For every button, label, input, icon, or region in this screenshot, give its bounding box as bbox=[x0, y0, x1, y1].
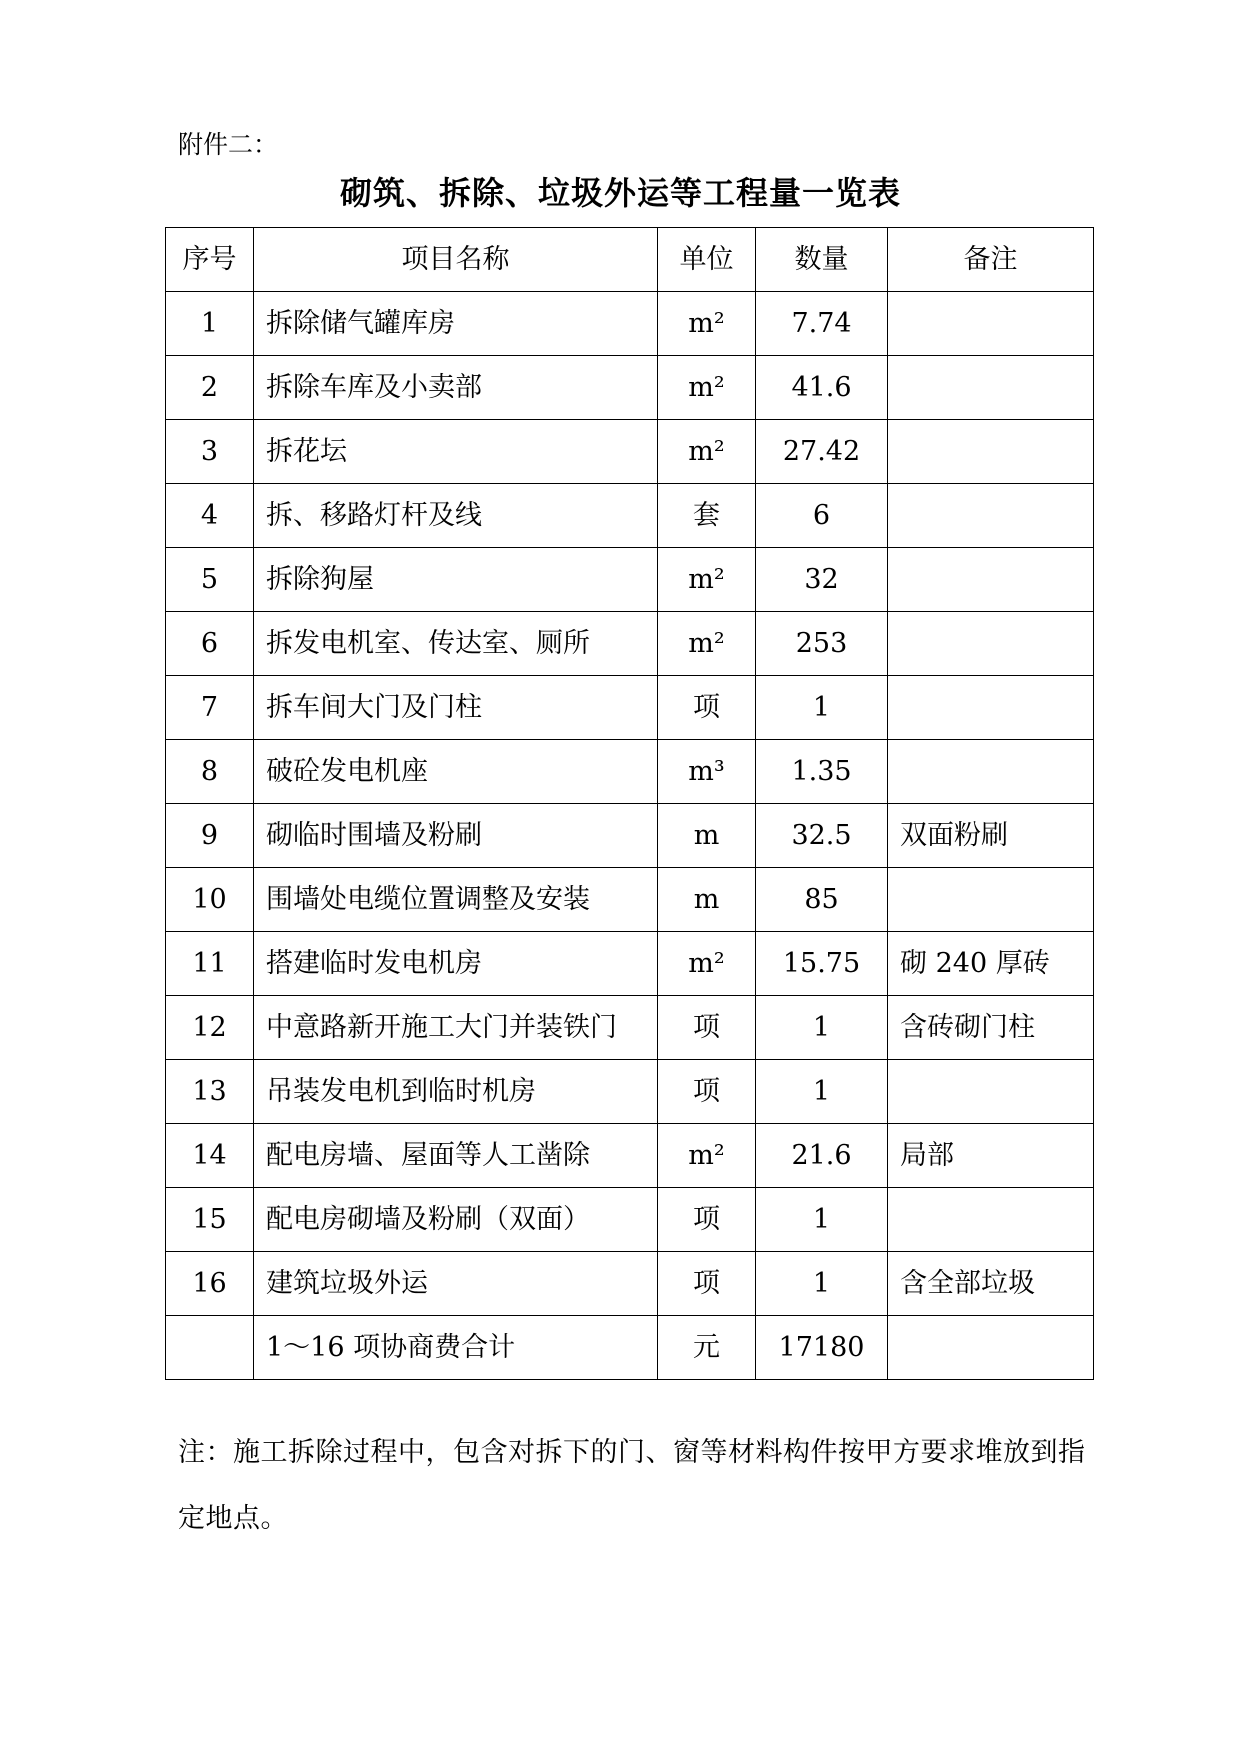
cell-note bbox=[888, 676, 1094, 740]
cell-qty: 6 bbox=[756, 484, 888, 548]
cell-seq: 16 bbox=[166, 1252, 254, 1316]
table-row bbox=[166, 996, 1094, 1060]
cell-qty: 1 bbox=[756, 1060, 888, 1124]
table-header-row bbox=[166, 228, 1094, 292]
cell-qty: 7.74 bbox=[756, 292, 888, 356]
cell-note bbox=[888, 356, 1094, 420]
quantity-table bbox=[165, 227, 1094, 1380]
cell-qty: 15.75 bbox=[756, 932, 888, 996]
cell-note: 砌 240 厚砖 bbox=[888, 932, 1094, 996]
header-note: 备注 bbox=[888, 228, 1094, 292]
cell-note bbox=[888, 612, 1094, 676]
table-row bbox=[166, 420, 1094, 484]
cell-note: 含砖砌门柱 bbox=[888, 996, 1094, 1060]
cell-seq: 12 bbox=[166, 996, 254, 1060]
cell-note: 双面粉刷 bbox=[888, 804, 1094, 868]
cell-name: 围墙处电缆位置调整及安装 bbox=[254, 868, 658, 932]
cell-note bbox=[888, 1060, 1094, 1124]
table-row bbox=[166, 1252, 1094, 1316]
cell-seq: 10 bbox=[166, 868, 254, 932]
cell-seq: 6 bbox=[166, 612, 254, 676]
table-row bbox=[166, 740, 1094, 804]
table-row bbox=[166, 1124, 1094, 1188]
table-row bbox=[166, 932, 1094, 996]
cell-unit: m² bbox=[658, 292, 756, 356]
cell-name: 配电房墙、屋面等人工凿除 bbox=[254, 1124, 658, 1188]
cell-note bbox=[888, 868, 1094, 932]
cell-unit: m bbox=[658, 868, 756, 932]
cell-note bbox=[888, 484, 1094, 548]
cell-qty: 1 bbox=[756, 1252, 888, 1316]
cell-unit: m² bbox=[658, 612, 756, 676]
cell-note: 含全部垃圾 bbox=[888, 1252, 1094, 1316]
cell-note bbox=[888, 420, 1094, 484]
cell-seq: 7 bbox=[166, 676, 254, 740]
cell-seq bbox=[166, 1316, 254, 1380]
header-name: 项目名称 bbox=[254, 228, 658, 292]
cell-qty: 1 bbox=[756, 996, 888, 1060]
cell-unit: m² bbox=[658, 932, 756, 996]
table-total-row bbox=[166, 1316, 1094, 1380]
cell-name: 拆车间大门及门柱 bbox=[254, 676, 658, 740]
cell-seq: 9 bbox=[166, 804, 254, 868]
cell-unit: 元 bbox=[658, 1316, 756, 1380]
document-title: 砌筑、拆除、垃圾外运等工程量一览表 bbox=[339, 174, 901, 212]
cell-note bbox=[888, 548, 1094, 612]
cell-name: 中意路新开施工大门并装铁门 bbox=[254, 996, 658, 1060]
cell-seq: 4 bbox=[166, 484, 254, 548]
table-row bbox=[166, 548, 1094, 612]
cell-qty: 17180 bbox=[756, 1316, 888, 1380]
cell-unit: m² bbox=[658, 356, 756, 420]
table-row bbox=[166, 868, 1094, 932]
cell-unit: 套 bbox=[658, 484, 756, 548]
header-unit: 单位 bbox=[658, 228, 756, 292]
cell-qty: 41.6 bbox=[756, 356, 888, 420]
cell-name: 拆除储气罐库房 bbox=[254, 292, 658, 356]
table-row bbox=[166, 804, 1094, 868]
cell-unit: m² bbox=[658, 1124, 756, 1188]
cell-seq: 2 bbox=[166, 356, 254, 420]
cell-note bbox=[888, 1316, 1094, 1380]
cell-name: 破砼发电机座 bbox=[254, 740, 658, 804]
header-seq: 序号 bbox=[166, 228, 254, 292]
table-row bbox=[166, 484, 1094, 548]
cell-qty: 1 bbox=[756, 1188, 888, 1252]
cell-unit: 项 bbox=[658, 1252, 756, 1316]
cell-seq: 3 bbox=[166, 420, 254, 484]
cell-note bbox=[888, 1188, 1094, 1252]
table-row bbox=[166, 612, 1094, 676]
cell-name: 拆、移路灯杆及线 bbox=[254, 484, 658, 548]
cell-unit: 项 bbox=[658, 996, 756, 1060]
cell-name: 1～16 项协商费合计 bbox=[254, 1316, 658, 1380]
cell-qty: 1 bbox=[756, 676, 888, 740]
cell-name: 拆发电机室、传达室、厕所 bbox=[254, 612, 658, 676]
cell-name: 建筑垃圾外运 bbox=[254, 1252, 658, 1316]
cell-name: 拆除狗屋 bbox=[254, 548, 658, 612]
cell-qty: 1.35 bbox=[756, 740, 888, 804]
attachment-label: 附件二： bbox=[178, 130, 279, 159]
cell-note bbox=[888, 292, 1094, 356]
cell-name: 砌临时围墙及粉刷 bbox=[254, 804, 658, 868]
cell-name: 拆花坛 bbox=[254, 420, 658, 484]
cell-qty: 85 bbox=[756, 868, 888, 932]
cell-name: 拆除车库及小卖部 bbox=[254, 356, 658, 420]
table-row bbox=[166, 1060, 1094, 1124]
cell-qty: 27.42 bbox=[756, 420, 888, 484]
cell-qty: 32 bbox=[756, 548, 888, 612]
cell-name: 搭建临时发电机房 bbox=[254, 932, 658, 996]
table-row bbox=[166, 356, 1094, 420]
table-row bbox=[166, 292, 1094, 356]
cell-qty: 253 bbox=[756, 612, 888, 676]
cell-note bbox=[888, 740, 1094, 804]
cell-unit: m bbox=[658, 804, 756, 868]
cell-unit: m³ bbox=[658, 740, 756, 804]
cell-note: 局部 bbox=[888, 1124, 1094, 1188]
cell-unit: 项 bbox=[658, 676, 756, 740]
cell-name: 配电房砌墙及粉刷（双面） bbox=[254, 1188, 658, 1252]
cell-unit: 项 bbox=[658, 1060, 756, 1124]
cell-unit: m² bbox=[658, 548, 756, 612]
cell-seq: 11 bbox=[166, 932, 254, 996]
cell-unit: 项 bbox=[658, 1188, 756, 1252]
cell-unit: m² bbox=[658, 420, 756, 484]
footnote: 注：施工拆除过程中，包含对拆下的门、窗等材料构件按甲方要求堆放到指定地点。 bbox=[178, 1437, 1086, 1534]
header-qty: 数量 bbox=[756, 228, 888, 292]
cell-qty: 32.5 bbox=[756, 804, 888, 868]
cell-name: 吊装发电机到临时机房 bbox=[254, 1060, 658, 1124]
cell-seq: 5 bbox=[166, 548, 254, 612]
cell-seq: 15 bbox=[166, 1188, 254, 1252]
table-row bbox=[166, 676, 1094, 740]
table-row bbox=[166, 1188, 1094, 1252]
cell-qty: 21.6 bbox=[756, 1124, 888, 1188]
cell-seq: 1 bbox=[166, 292, 254, 356]
cell-seq: 13 bbox=[166, 1060, 254, 1124]
cell-seq: 14 bbox=[166, 1124, 254, 1188]
cell-seq: 8 bbox=[166, 740, 254, 804]
